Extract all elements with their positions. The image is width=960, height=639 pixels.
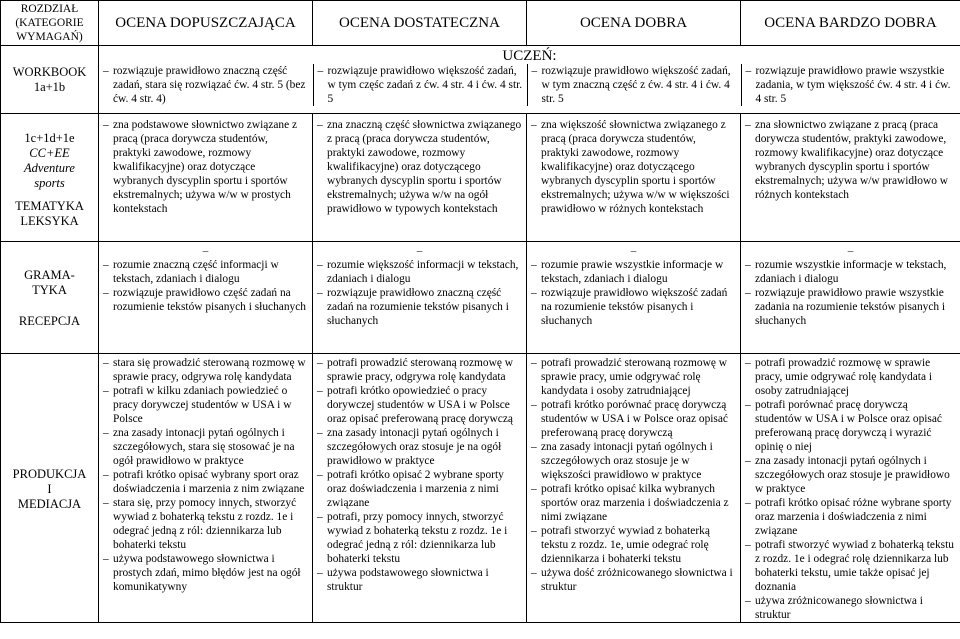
workbook-label <box>1 46 99 114</box>
produkcja-item: – zna zasady intonacji pytań ogólnych i szczegółowych oraz stosuje je na ogół prawidłowo w praktyce <box>317 426 522 468</box>
recepcja-item: – rozwiązuje prawidłowo część zadań na rozumienie tekstów pisanych i słuchanych <box>103 286 308 314</box>
vocab-cell-1 <box>99 114 313 242</box>
vocab-item: – zna podstawowe słownictwo związane z pracą (praca dorywcza studentów, praktyki zawodowe, rozmowy kwalifikacyjne) oraz dotyczące wybranych dyscyplin sportu i sportów ekstremalnych; używa w/w w prostych kontekstach <box>103 118 308 216</box>
produkcja-item: – używa dość zróżnicowanego słownictwa i struktur <box>531 566 736 594</box>
vocab-label <box>1 114 99 242</box>
recepcja-item: – rozumie prawie wszystkie informacje w tekstach, zdaniach i dialogu <box>531 258 736 286</box>
produkcja-item: – potrafi krótko opisać 2 wybrane sporty oraz doświadczenia i marzenia z nimi związane <box>317 468 522 510</box>
grammar-label-line-2: TYKA <box>32 283 67 297</box>
workbook-item: – rozwiązuje prawidłowo większość zadań, w tym częśc zadań z ćw. 4 str. 4 i ćw. 4 str. 5 <box>318 64 523 106</box>
recepcja-item: – rozumie wszystkie informacje w tekstach, zdaniach i dialogu <box>745 258 956 286</box>
workbook-cell-4 <box>741 64 960 106</box>
recepcja-cell-4 <box>741 242 960 354</box>
recepcja-label <box>1 242 99 354</box>
vocab-row <box>1 114 960 242</box>
grade-header-dobra: OCENA DOBRA <box>527 1 741 46</box>
vocab-item: – zna słownictwo związane z pracą (praca dorywcza studentów, praktyki zawodowe, rozmowy kwalifikacyjne) oraz dotyczące wybranych dyscyplin sportu i sportów ekstremalnych; używa w/w prawidłowo w różnych kontekstach <box>745 118 956 202</box>
recepcja-cell-2 <box>313 242 527 354</box>
recepcja-item: – rozwiązuje prawidłowo znaczną część zadań na rozumienie tekstów pisanych i słuchanych <box>317 286 522 328</box>
vocab-item: – zna większość słownictwa związanego z pracą (praca dorywcza studentów, praktyki zawodowe, rozmowy kwalifikacyjne) oraz dotyczącego wybranych dyscyplin sportu i sportów ekstremalnych; używa w/w w większości prawidłowo w różnych kontekstach <box>531 118 736 216</box>
produkcja-item: – potrafi krótko porównać pracę dorywczą studentów w USA i w Polsce oraz opisać preferowaną pracę dorywczą <box>531 398 736 440</box>
vocab-label-italic-2: Adventure <box>24 160 75 175</box>
vocab-cell-2 <box>313 114 527 242</box>
grade-header-dostateczna: OCENA DOSTATECZNA <box>313 1 527 46</box>
workbook-label-line-1: WORKBOOK <box>12 64 87 79</box>
produkcja-item: – potrafi stworzyć wywiad z bohaterką tekstu z rozdz. 1e, umie odegrać rolę dziennikarza i bohaterki tekstu <box>531 524 736 566</box>
produkcja-label-line-1: PRODUKCJA <box>12 466 87 481</box>
produkcja-item: – potrafi krótko opowiedzieć o pracy dorywczej studentów w USA i w Polsce oraz opisać preferowaną pracę dorywczą <box>317 384 522 426</box>
workbook-cell-3 <box>527 64 741 106</box>
produkcja-item: – potrafi krótko opisać różne wybrane sporty oraz marzenia i doświadczenia z nimi związane <box>745 496 956 538</box>
produkcja-item: – potrafi, przy pomocy innych, stworzyć wywiad z bohaterką tekstu z rozdz. 1e i odegrać jedną z ról: dziennikarza lub bohaterki tekstu <box>317 510 522 566</box>
grammar-dash: – <box>202 245 209 257</box>
produkcja-cell-1 <box>99 354 313 623</box>
recepcja-cell-3 <box>527 242 741 354</box>
vocab-label-bottom-2: LEKSYKA <box>20 213 79 228</box>
workbook-cell-1 <box>99 64 313 106</box>
produkcja-label <box>1 354 99 623</box>
workbook-label-line-2: 1a+1b <box>33 79 66 94</box>
recepcja-item: – rozumie większość informacji w tekstach, zdaniach i dialogu <box>317 258 522 286</box>
recepcja-cell-1 <box>99 242 313 354</box>
workbook-cell-2 <box>313 64 527 106</box>
produkcja-item: – używa podstawowego słownictwa i struktur <box>317 566 522 594</box>
produkcja-cell-2 <box>313 354 527 623</box>
produkcja-row <box>1 354 960 623</box>
vocab-label-top: 1c+1d+1e <box>24 130 75 145</box>
workbook-row <box>1 46 960 114</box>
produkcja-label-line-2: I <box>47 481 52 496</box>
produkcja-item: – potrafi w kilku zdaniach powiedzieć o pracy dorywczej studentów w USA i w Polsce <box>103 384 308 426</box>
produkcja-item: – potrafi prowadzić sterowaną rozmowę w sprawie pracy, umie odgrywać rolę kandydata i osoby zatrudniającej <box>531 356 736 398</box>
header-row <box>1 1 960 46</box>
recepcja-item: – rozwiązuje prawidłowo prawie wszystkie zadania na rozumienie tekstów pisanych i słuchanych <box>745 286 956 328</box>
recepcja-label-text: RECEPCJA <box>18 314 81 328</box>
produkcja-item: – używa zróżnicowanego słownictwa i struktur <box>745 594 956 622</box>
grade-header-bardzo-dobra: OCENA BARDZO DOBRA <box>741 1 960 46</box>
corner-line-1: ROZDZIAŁ <box>20 3 79 15</box>
produkcja-item: – potrafi krótko opisać wybrany sport oraz doświadczenia i marzenia z nim związane <box>103 468 308 496</box>
produkcja-item: – stara się prowadzić sterowaną rozmowę w sprawie pracy, odgrywa rolę kandydata <box>103 356 308 384</box>
vocab-item: – zna znaczną część słownictwa związanego z pracą (praca dorywcza studentów, praktyki zawodowe, rozmowy kwalifikacyjne) oraz dotyczącego wybranych dyscyplin sportu i sportów ekstremalnych; używa w/w na ogół prawidłowo w typowych kontekstach <box>317 118 522 216</box>
vocab-label-italic-1: CC+EE <box>29 145 70 160</box>
grammar-dash: – <box>416 245 423 257</box>
workbook-grades <box>99 46 960 114</box>
produkcja-item: – zna zasady intonacji pytań ogólnych i szczegółowych oraz stosuje je prawidłowo w praktyce <box>745 454 956 496</box>
corner-line-2: (KATEGORIE <box>15 17 84 29</box>
recepcja-row <box>1 242 960 354</box>
grammar-label-line-1: GRAMA- <box>24 268 75 282</box>
produkcja-item: – zna zasady intonacji pytań ogólnych i szczegółowych oraz stosuje je w większości prawidłowo w praktyce <box>531 440 736 482</box>
grade-header-dopuszczajaca: OCENA DOPUSZCZAJĄCA <box>99 1 313 46</box>
recepcja-item: – rozumie znaczną część informacji w tekstach, zdaniach i dialogu <box>103 258 308 286</box>
workbook-item: – rozwiązuje prawidłowo prawie wszystkie zadania, w tym większość ćw. 4 str. 4 i ćw. 4 str. 5 <box>746 64 958 106</box>
corner-line-3: WYMAGAŃ) <box>16 31 83 43</box>
recepcja-item: – rozwiązuje prawidłowo większość zadań na rozumienie tekstów pisanych i słuchanych <box>531 286 736 328</box>
workbook-item: – rozwiązuje prawidłowo znaczną część zadań, stara się rozwiązać ćw. 4 str. 5 (bez ćw. 4 str. 4) <box>103 64 309 106</box>
workbook-inner <box>99 64 960 106</box>
produkcja-item: – stara się, przy pomocy innych, stworzyć wywiad z bohaterką tekstu z rozdz. 1e i odegrać jedną z ról: dziennikarza lub bohaterki tekstu <box>103 496 308 552</box>
produkcja-item: – potrafi prowadzić rozmowę w sprawie pracy, umie odgrywać rolę kandydata i osoby zatrudniającej <box>745 356 956 398</box>
workbook-item: – rozwiązuje prawidłowo większość zadań, w tym znaczną część z ćw. 4 str. 4 i ćw. 4 str. 5 <box>532 64 737 106</box>
vocab-cell-3 <box>527 114 741 242</box>
produkcja-item: – używa podstawowego słownictwa i prostych zdań, mimo błędów jest na ogół komunikatywny <box>103 552 308 594</box>
produkcja-label-line-3: MEDIACJA <box>17 496 82 511</box>
vocab-label-italic-3: sports <box>34 175 65 190</box>
grammar-dash: – <box>630 245 637 257</box>
grammar-dash: – <box>847 245 854 257</box>
vocab-label-bottom-1: TEMATYKA <box>15 198 84 213</box>
produkcja-item: – potrafi krótko opisać kilka wybranych sportów oraz marzenia i doświadczenia z nimi związane <box>531 482 736 524</box>
produkcja-item: – potrafi porównać pracę dorywczą studentów w USA i w Polsce oraz opisać preferowaną pracę dorywczą i wyrazić opinię o niej <box>745 398 956 454</box>
produkcja-cell-3 <box>527 354 741 623</box>
corner-cell <box>1 1 99 46</box>
produkcja-cell-4 <box>741 354 960 623</box>
vocab-cell-4 <box>741 114 960 242</box>
produkcja-item: – potrafi stworzyć wywiad z bohaterką tekstu z rozdz. 1e i odegrać rolę dziennikarza lub bohaterki tekstu, umie także opisać jej doznania <box>745 538 956 594</box>
produkcja-item: – potrafi prowadzić sterowaną rozmowę w sprawie pracy, odgrywa rolę kandydata <box>317 356 522 384</box>
produkcja-item: – zna zasady intonacji pytań ogólnych i szczegółowych, stara się stosować je na ogół prawidłowo w praktyce <box>103 426 308 468</box>
uczen-label: UCZEŃ: <box>502 48 557 64</box>
